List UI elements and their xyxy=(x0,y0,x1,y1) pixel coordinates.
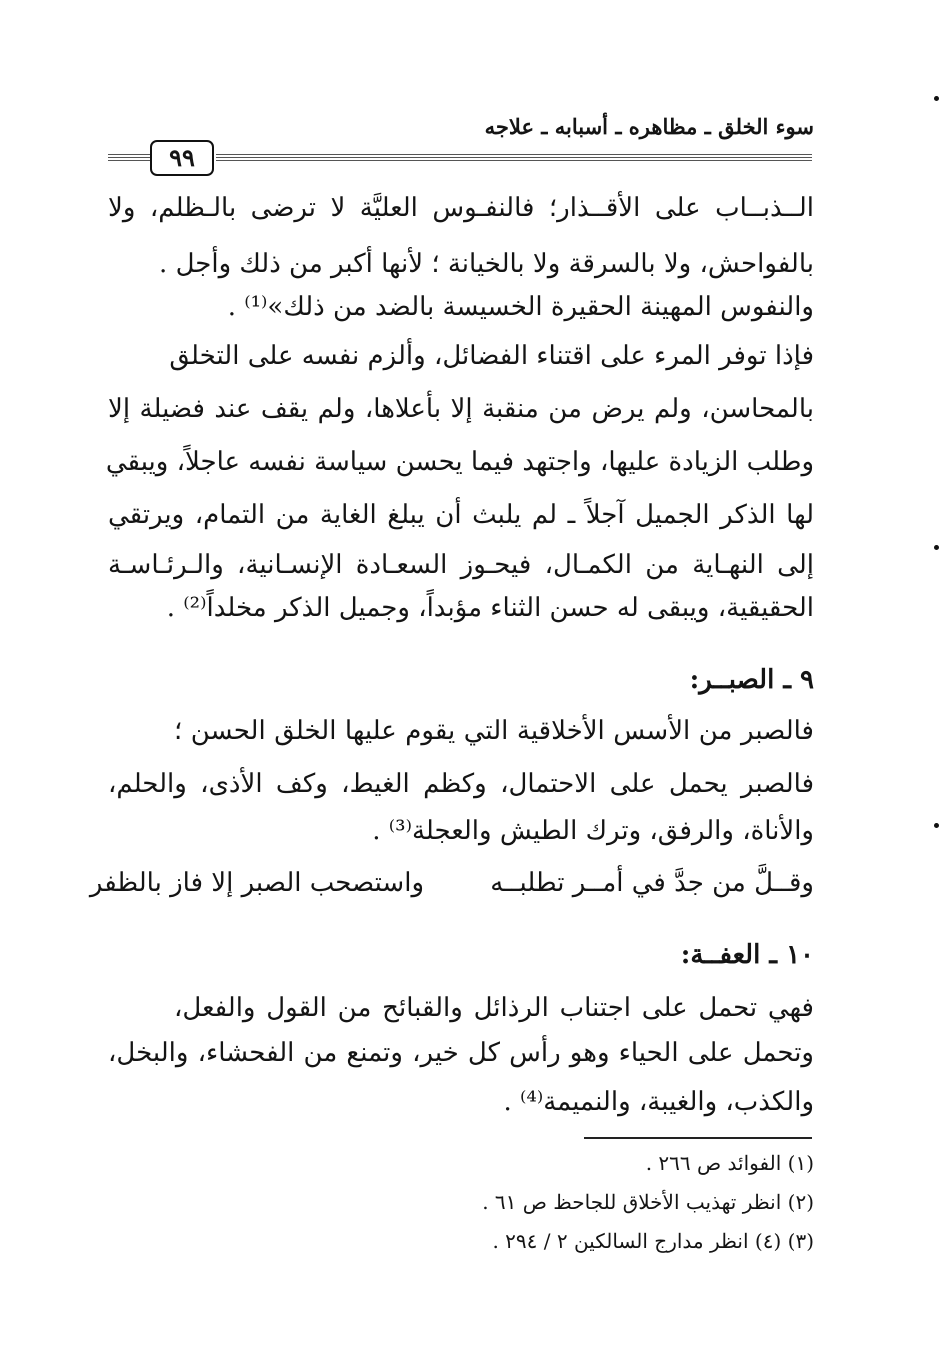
body-line: فإذا توفر المرء على اقتناء الفضائل، وألزم نفسه على التخلق xyxy=(169,341,814,371)
body-line: لها الذكر الجميل آجلاً ـ لم يلبث أن يبلغ الغاية من التمام، ويرتقي xyxy=(108,500,814,530)
scan-speck xyxy=(934,823,939,828)
body-line: والنفوس المهينة الحقيرة الخسيسة بالضد من ذلك»⁽¹⁾ . xyxy=(227,292,814,322)
body-line: إلى النهـاية من الكمـال، فيحـوز السعـادة الإنسـانية، والـرئـاسـة xyxy=(108,550,814,580)
body-line: وتحمل على الحياء وهو رأس كل خير، وتمنع من الفحشاء، والبخل، xyxy=(108,1038,814,1068)
scan-speck xyxy=(934,96,939,101)
body-line: والكذب، والغيبة، والنميمة⁽⁴⁾ . xyxy=(503,1087,814,1117)
verse-first-hemistich: وقــلَّ من جدَّ في أمــر تطلبــه xyxy=(490,868,814,898)
footnote: (١) الفوائد ص ٢٦٦ . xyxy=(645,1151,814,1175)
header-rule-left xyxy=(108,154,152,163)
footnote: (٢) انظر تهذيب الأخلاق للجاحظ ص ٦١ . xyxy=(482,1190,814,1214)
body-line: الحقيقية، ويبقى له حسن الثناء مؤبداً، وجميل الذكر مخلداً⁽²⁾ . xyxy=(166,593,814,623)
scan-speck xyxy=(934,545,939,550)
running-title: سوء الخلق ـ مظاهره ـ أسبابه ـ علاجه xyxy=(484,114,814,139)
body-line: والأناة، والرفق، وترك الطيش والعجلة⁽³⁾ . xyxy=(372,816,814,846)
body-line: بالفواحش، ولا بالسرقة ولا بالخيانة ؛ لأنها أكبر من ذلك وأجل . xyxy=(159,249,814,279)
body-line: فهي تحمل على اجتناب الرذائل والقبائح من القول والفعل، xyxy=(174,993,814,1023)
page-number: ٩٩ xyxy=(150,140,214,176)
footnote: (٣) (٤) انظر مدارج السالكين ٢ / ٢٩٤ . xyxy=(492,1229,814,1253)
body-line: بالمحاسن، ولم يرض من منقبة إلا بأعلاها، ولم يقف عند فضيلة إلا xyxy=(108,394,814,424)
body-line: فالصبر من الأسس الأخلاقية التي يقوم عليها الخلق الحسن ؛ xyxy=(174,716,814,746)
body-line: فالصبر يحمل على الاحتمال، وكظم الغيط، وكف الأذى، والحلم، xyxy=(108,769,814,799)
section-heading-chastity: ١٠ ـ العفــة: xyxy=(680,940,814,970)
footnote-rule xyxy=(584,1137,812,1139)
section-heading-patience: ٩ ـ الصبــر: xyxy=(689,665,814,695)
verse-second-hemistich: واستصحب الصبر إلا فاز بالظفر xyxy=(89,868,424,898)
body-line: وطلب الزيادة عليها، واجتهد فيما يحسن سياسة نفسه عاجلاً، ويبقي xyxy=(105,447,814,477)
body-line: الــذبــاب على الأقــذار؛ فالنفـوس العليَّة لا ترضى بالـظلم، ولا xyxy=(108,193,814,223)
header-rule-right xyxy=(216,154,812,163)
